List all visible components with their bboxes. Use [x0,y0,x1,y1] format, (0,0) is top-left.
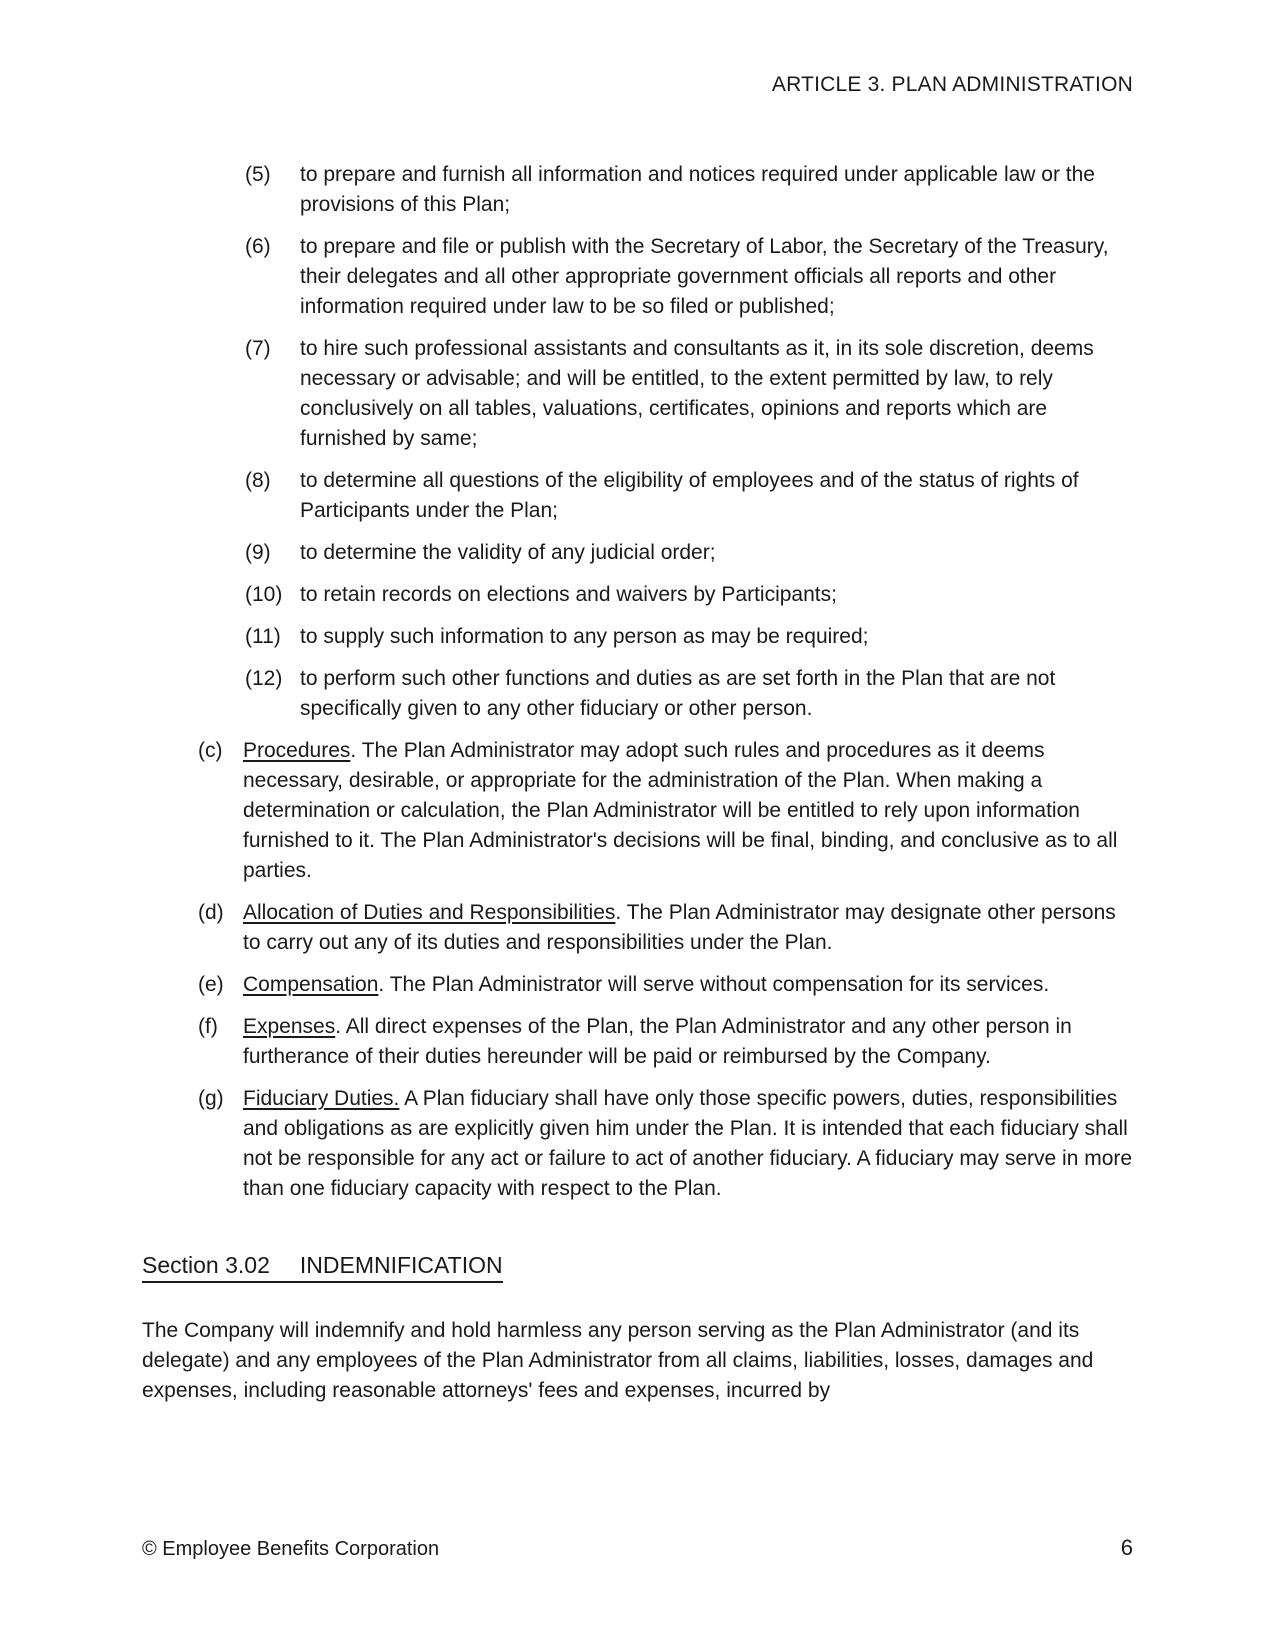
item-lead: Procedures [243,739,351,762]
item-text: A Plan fiduciary shall have only those specific powers, duties, responsibilities and obligations as are explicitly given him under the Plan. It is intended that each fiduciary shall not be responsible for any act or failure to act of another fiduciary. A fiduciary may serve in more than one fiduciary capacity with respect to the Plan. [243,1087,1133,1200]
numbered-item-11 [142,622,1133,652]
item-letter: (e) [198,973,224,996]
item-number: (7) [245,337,271,360]
item-text: The Plan Administrator may designate other persons to carry out any of its duties and responsibilities under the Plan. [243,901,1116,954]
item-number: (9) [245,541,271,564]
item-text: All direct expenses of the Plan, the Plan Administrator and any other person in furtherance of their duties hereunder will be paid or reimbursed by the Company. [243,1015,1072,1068]
item-text: to hire such professional assistants and consultants as it, in its sole discretion, deems necessary or advisable; and will be entitled, to the extent permitted by law, to rely conclusively on all tables, valuations, certificates, opinions and reports which are furnished by same; [300,337,1094,450]
lettered-item-g [142,1084,1133,1204]
item-letter: (c) [198,739,223,762]
item-lead: Fiduciary Duties. [243,1087,400,1110]
item-text: to prepare and furnish all information and notices required under applicable law or the provisions of this Plan; [300,163,1095,216]
item-letter: (f) [198,1015,218,1038]
item-number: (6) [245,235,271,258]
indemnification-paragraph: The Company will indemnify and hold harmless any person serving as the Plan Administrator (and its delegate) and any employees of the Plan Administrator from all claims, liabilities, losses, damages and expenses, including reasonable attorneys' fees and expenses, incurred by [142,1319,1094,1402]
item-letter: (g) [198,1087,224,1110]
item-text: to prepare and file or publish with the Secretary of Labor, the Secretary of the Treasury, their delegates and all other appropriate government officials all reports and other information required under law to be so filed or published; [300,235,1109,318]
section-heading-underline [142,1250,503,1283]
item-number: (5) [245,163,271,186]
numbered-item-12 [142,664,1133,724]
numbered-item-9 [142,538,1133,568]
item-text: to supply such information to any person as may be required; [300,625,869,648]
item-letter: (d) [198,901,224,924]
item-number: (8) [245,469,271,492]
item-lead: Expenses [243,1015,336,1038]
item-number: (11) [245,625,281,648]
running-header: ARTICLE 3. PLAN ADMINISTRATION [771,73,1133,96]
numbered-item-5 [142,160,1133,220]
item-text: to determine all questions of the eligibility of employees and of the status of rights of Participants under the Plan; [300,469,1079,522]
item-separator: . [350,739,362,762]
lettered-item-c [142,736,1133,886]
item-separator: . [615,901,627,924]
item-lead: Compensation [243,973,379,996]
numbered-item-6 [142,232,1133,322]
lettered-item-f [142,1012,1133,1072]
item-text: to retain records on elections and waivers by Participants; [300,583,837,606]
lettered-item-e [142,970,1133,1000]
document-body [142,160,1133,1406]
numbered-item-8 [142,466,1133,526]
page-footer [142,1533,1133,1564]
item-separator: . [378,973,390,996]
copyright-notice: © Employee Benefits Corporation [142,1538,440,1560]
item-text: to perform such other functions and duties as are set forth in the Plan that are not specifically given to any other fiduciary or other person. [300,667,1056,720]
numbered-item-7 [142,334,1133,454]
item-number: (10) [245,583,283,606]
item-text: The Plan Administrator may adopt such rules and procedures as it deems necessary, desirable, or appropriate for the administration of the Plan. When making a determination or calculation, the Plan Administrator will be entitled to rely upon information furnished to it. The Plan Administrator's decisions will be final, binding, and conclusive as to all parties. [243,739,1118,882]
item-text: The Plan Administrator will serve without compensation for its services. [389,973,1050,996]
item-separator: . [335,1015,346,1038]
item-number: (12) [245,667,283,690]
item-text: to determine the validity of any judicial order; [300,541,716,564]
numbered-item-10 [142,580,1133,610]
item-lead: Allocation of Duties and Responsibilities [243,901,616,924]
section-title: INDEMNIFICATION [299,1252,503,1278]
section-heading [142,1250,1133,1283]
section-number: Section 3.02 [142,1252,270,1278]
lettered-item-d [142,898,1133,958]
page-number: 6 [1120,1535,1133,1560]
